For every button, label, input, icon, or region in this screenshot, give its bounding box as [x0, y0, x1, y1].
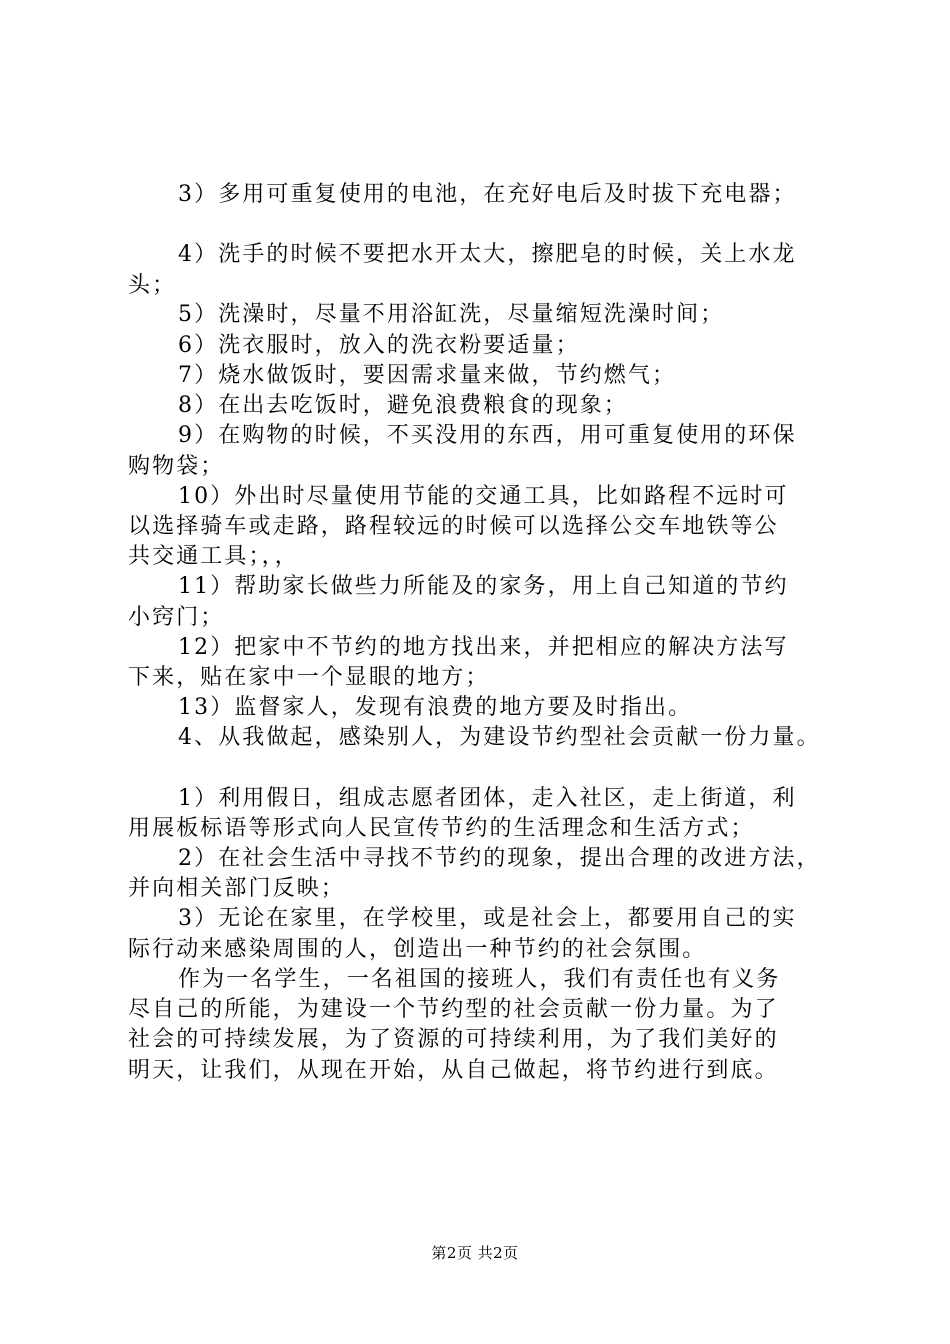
text-line: 头；: [128, 273, 177, 298]
text-line: 明天，让我们，从现在开始，从自己做起，将节约进行到底。: [128, 1058, 779, 1083]
text-line: 4）洗手的时候不要把水开太大，擦肥皂的时候，关上水龙: [178, 242, 797, 267]
text-line: 6）洗衣服时，放入的洗衣粉要适量；: [178, 333, 580, 358]
text-line: 12）把家中不节约的地方找出来，并把相应的解决方法写: [178, 635, 789, 660]
text-line: 7）烧水做饭时，要因需求量来做，节约燃气；: [178, 363, 677, 388]
text-line: 5）洗澡时，尽量不用浴缸洗，尽量缩短洗澡时间；: [178, 302, 725, 327]
text-line: 作为一名学生，一名祖国的接班人，我们有责任也有义务: [178, 967, 781, 992]
text-line: 4、从我做起，感染别人，为建设节约型社会贡献一份力量。: [178, 725, 821, 750]
text-line: 社会的可持续发展，为了资源的可持续利用，为了我们美好的: [128, 1027, 779, 1052]
text-line: 1）利用假日，组成志愿者团体，走入社区，走上街道，利: [178, 786, 797, 811]
text-line: 共交通工具；，，: [128, 544, 299, 569]
text-line: 13）监督家人，发现有浪费的地方要及时指出。: [178, 695, 693, 720]
text-line: 以选择骑车或走路，路程较远的时候可以选择公交车地铁等公: [128, 514, 779, 539]
page-number-footer: 第2页 共2页: [431, 1244, 519, 1262]
text-line: 8）在出去吃饭时，避免浪费粮食的现象；: [178, 393, 628, 418]
text-line: 11）帮助家长做些力所能及的家务，用上自己知道的节约: [178, 574, 789, 599]
text-line: 3）多用可重复使用的电池，在充好电后及时拔下充电器；: [178, 182, 797, 207]
text-line: 9）在购物的时候，不买没用的东西，用可重复使用的环保: [178, 423, 797, 448]
text-line: 购物袋；: [128, 454, 225, 479]
text-line: 尽自己的所能，为建设一个节约型的社会贡献一份力量。为了: [128, 997, 779, 1022]
text-line: 10）外出时尽量使用节能的交通工具，比如路程不远时可: [178, 484, 789, 509]
text-line: 3）无论在家里，在学校里，或是社会上，都要用自己的实: [178, 906, 797, 931]
text-line: 小窍门；: [128, 605, 225, 630]
text-line: 下来，贴在家中一个显眼的地方；: [128, 665, 490, 690]
text-line: 用展板标语等形式向人民宣传节约的生活理念和生活方式；: [128, 816, 755, 841]
text-line: 际行动来感染周围的人，创造出一种节约的社会氛围。: [128, 937, 707, 962]
text-line: 并向相关部门反映；: [128, 876, 345, 901]
text-line: 2）在社会生活中寻找不节约的现象，提出合理的改进方法，: [178, 846, 821, 871]
